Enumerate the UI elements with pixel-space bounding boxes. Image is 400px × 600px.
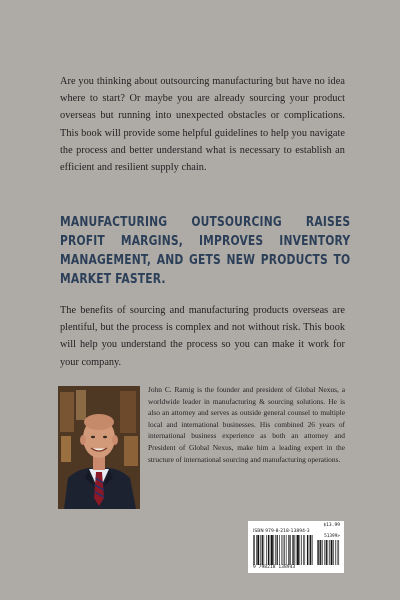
isbn-barcode-block	[248, 521, 344, 573]
barcode-bar	[284, 535, 285, 565]
barcode-bar	[335, 540, 336, 565]
price-code-label: 51399>	[324, 534, 340, 539]
barcode-bar	[328, 540, 329, 565]
barcode-bar	[286, 535, 287, 565]
barcode-bar	[293, 535, 294, 565]
barcode-bar	[312, 535, 313, 565]
intro-paragraph: Are you thinking about outsourcing manufacturing but have no idea where to start? Or maybe you are already sourcing your product overseas but running into unexpected obstacles or complications. This book will provide some helpful guidelines to help you navigate the process and better understand what is necessary to establish an efficient and resilient supply chain.	[60, 76, 345, 174]
barcode-bar	[326, 540, 327, 565]
barcode-bar	[320, 540, 321, 565]
barcode-bar	[292, 535, 293, 565]
price-addon-barcode-icon	[317, 540, 340, 565]
barcode-bar	[264, 535, 265, 565]
barcode-bar	[337, 540, 338, 565]
barcode-bar	[271, 535, 273, 565]
isbn-label: ISBN 979-8-218-13894-3	[253, 529, 310, 534]
author-bio: John C. Ramig is the founder and president of Global Nexus, a worldwide leader in manufacturing & sourcing solutions. He is also an attorney and serves as outside general counsel to multiple local and international businesses. His combined 26 years of international business experience as both an attorney and President of Global Nexus, make him a leading expert in the structure of international sourcing and manufacturing operations.	[148, 385, 345, 464]
barcode-bar	[270, 535, 271, 565]
benefits-paragraph: The benefits of sourcing and manufacturing products overseas are plentiful, but the process is complex and not without risk. This book will help you understand the process so you can make it work for your company.	[60, 305, 345, 368]
barcode-bar	[329, 540, 330, 565]
barcode-bar	[268, 535, 269, 565]
author-portrait-icon	[58, 386, 140, 509]
barcode-bar	[300, 535, 301, 565]
barcode-bar	[304, 535, 305, 565]
barcode-bar	[331, 540, 333, 565]
barcode-bar	[309, 535, 310, 565]
barcode-bar	[260, 535, 261, 565]
barcode-bar	[318, 540, 319, 565]
barcode-bar	[317, 540, 318, 565]
barcode-bar	[257, 535, 259, 565]
barcode-bar	[283, 535, 284, 565]
barcode-bar	[279, 535, 280, 565]
barcode-bar	[324, 540, 325, 565]
ean-barcode-icon	[253, 535, 313, 565]
barcode-bar	[253, 535, 254, 565]
barcode-bar	[266, 535, 267, 565]
barcode-bar	[301, 535, 302, 565]
headline-callout: MANUFACTURING OUTSOURCING RAISES PROFIT MARGINS, IMPROVES INVENTORY MANAGEMENT, AND GETS NEW PRODUCTS TO MARKET FASTER.	[60, 215, 351, 287]
barcode-bar	[273, 535, 274, 565]
barcode-bar	[338, 540, 339, 565]
barcode-bar	[322, 540, 323, 565]
barcode-bar	[296, 535, 297, 565]
barcode-bar	[254, 535, 255, 565]
barcode-bar	[290, 535, 291, 565]
barcode-bar	[277, 535, 278, 565]
author-photo	[58, 386, 140, 509]
barcode-digits: 9 798218 138943	[253, 565, 296, 570]
price-label: $13.99	[323, 523, 340, 528]
barcode-bar	[310, 535, 311, 565]
barcode-bar	[333, 540, 334, 565]
barcode-bar	[288, 535, 289, 565]
barcode-bar	[282, 535, 283, 565]
barcode-bar	[275, 535, 276, 565]
barcode-bar	[256, 535, 257, 565]
barcode-bar	[303, 535, 304, 565]
barcode-bar	[297, 535, 299, 565]
barcode-bar	[262, 535, 263, 565]
barcode-bar	[307, 535, 308, 565]
